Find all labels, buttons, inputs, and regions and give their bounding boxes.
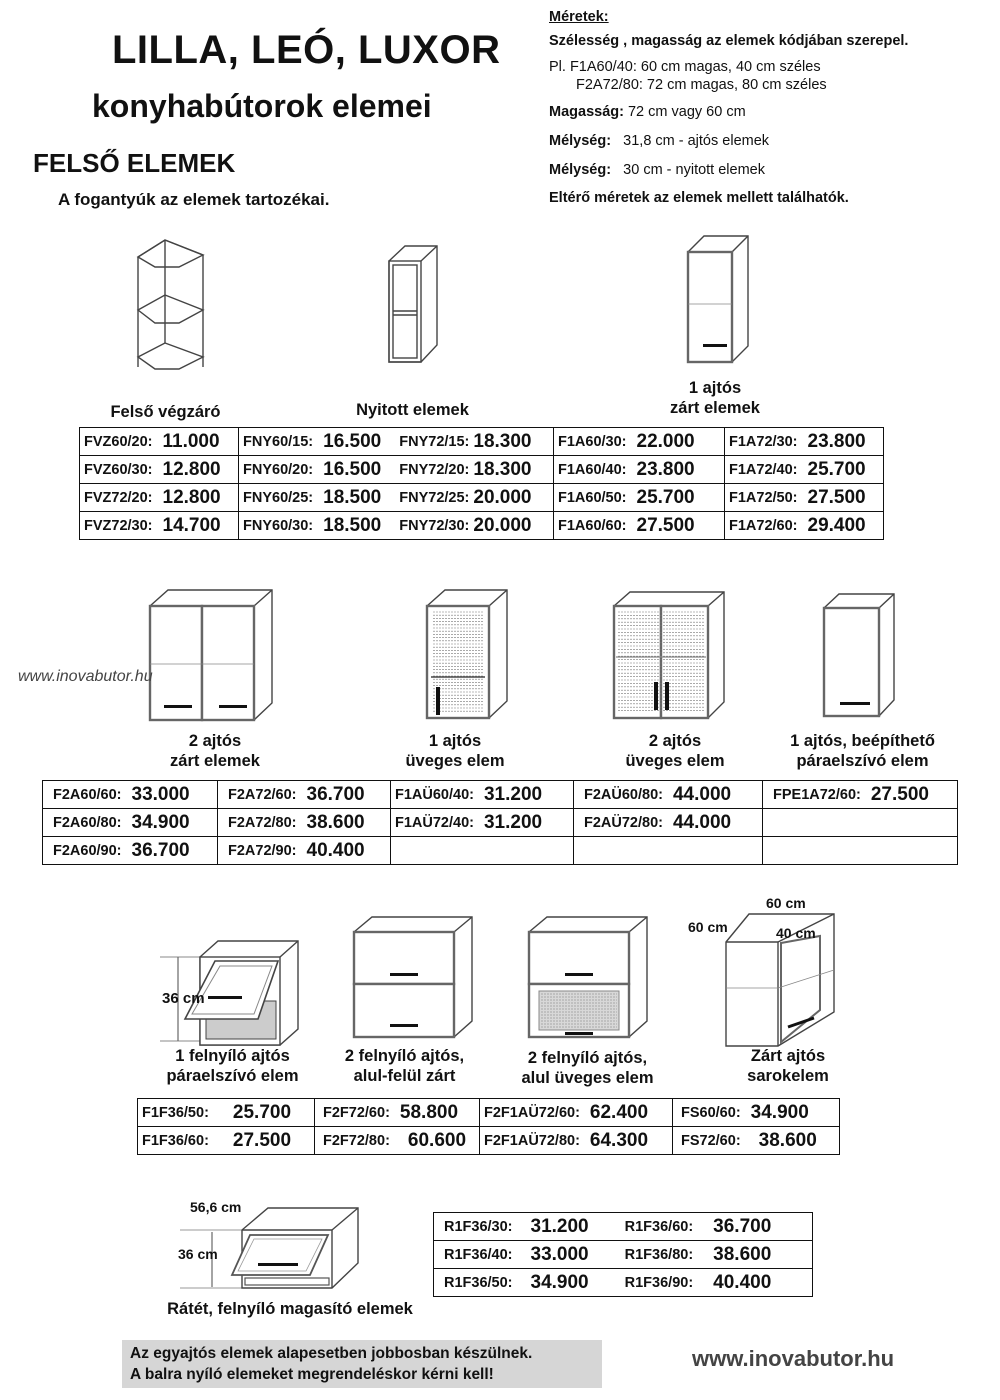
dimensions-info xyxy=(549,8,989,207)
item-price: 20.000 xyxy=(473,514,532,536)
height-value: 72 cm vagy 60 cm xyxy=(627,104,746,120)
item-code: F2F72/60: xyxy=(323,1104,390,1121)
caption-one-door xyxy=(650,378,780,418)
caption-line: páraelszívó elem xyxy=(166,1067,299,1085)
item-code: F2AÜ72/80: xyxy=(584,814,663,831)
item-price: 34.900 xyxy=(530,1271,589,1293)
item-price: 29.400 xyxy=(807,514,866,536)
caption-riser: Rátét, felnyíló magasító elemek xyxy=(167,1300,413,1318)
item-code: FS72/60: xyxy=(681,1132,741,1149)
item-price: 18.500 xyxy=(323,486,382,508)
item-code: F1AÜ72/40: xyxy=(395,814,474,831)
depth-doors: 31,8 cm - ajtós elemek xyxy=(623,133,770,149)
item-price: 18.300 xyxy=(473,430,532,452)
item-price: 16.500 xyxy=(323,430,382,452)
item-code: FVZ72/20: xyxy=(84,489,153,506)
item-code: F1AÜ60/40: xyxy=(395,786,474,803)
item-price: 44.000 xyxy=(672,783,732,805)
table-row xyxy=(138,1099,840,1127)
caption-line: Zárt ajtós xyxy=(750,1047,826,1065)
depth-label: Mélység: xyxy=(549,133,612,149)
one-door-cabinet-icon xyxy=(686,234,751,364)
corner-shelf-cabinet-icon xyxy=(135,235,215,375)
item-code: F1A72/50: xyxy=(729,489,798,506)
caption-corner xyxy=(718,1046,858,1086)
flip-height-label: 36 cm xyxy=(162,990,205,1007)
item-price: 40.400 xyxy=(306,839,365,861)
caption-flip2-glass xyxy=(505,1048,670,1088)
item-price: 27.500 xyxy=(636,514,695,536)
section-heading: FELSŐ ELEMEK xyxy=(33,148,236,178)
caption-flip1 xyxy=(155,1046,310,1086)
open-shelf-cabinet-icon xyxy=(388,245,448,375)
caption-line: alul üveges elem xyxy=(521,1069,654,1087)
item-code: R1F36/60: xyxy=(624,1218,694,1235)
item-price: 38.600 xyxy=(306,811,365,833)
item-price: 38.600 xyxy=(713,1243,772,1265)
item-code: F2A60/90: xyxy=(53,842,122,859)
riser-flip-cabinet-icon xyxy=(150,1195,365,1290)
item-code: F1A72/60: xyxy=(729,517,798,534)
height-label: Magasság: xyxy=(549,104,624,120)
item-code: F1A60/40: xyxy=(558,461,627,478)
table-row xyxy=(80,512,884,540)
caption-line: üveges elem xyxy=(625,752,725,770)
caption-line: alul-felül zárt xyxy=(353,1067,456,1085)
table-row xyxy=(80,484,884,512)
double-flip-cabinet-icon xyxy=(352,915,477,1040)
item-price: 64.300 xyxy=(589,1129,649,1151)
item-code: FPE1A72/60: xyxy=(773,786,861,803)
item-price: 60.600 xyxy=(407,1129,467,1151)
item-code: FNY72/30: xyxy=(399,517,470,534)
item-code: FNY60/20: xyxy=(243,461,314,478)
item-price: 62.400 xyxy=(589,1101,649,1123)
item-price: 25.700 xyxy=(636,486,695,508)
caption-one-glass xyxy=(390,731,520,771)
ordering-note xyxy=(122,1340,602,1388)
website-link[interactable]: www.inovabutor.hu xyxy=(692,1346,895,1371)
item-price: 34.900 xyxy=(131,811,190,833)
price-table-3 xyxy=(137,1098,840,1155)
caption-line: 1 felnyíló ajtós xyxy=(175,1047,290,1065)
item-code: FNY60/25: xyxy=(243,489,314,506)
item-price: 14.700 xyxy=(162,514,221,536)
item-price: 31.200 xyxy=(483,811,543,833)
dimensions-example2: F2A72/80: 72 cm magas, 80 cm széles xyxy=(576,77,827,93)
page-subtitle: konyhabútorok elemei xyxy=(92,88,432,124)
depth-label: Mélység: xyxy=(549,162,612,178)
two-door-glass-cabinet-icon xyxy=(612,590,727,720)
item-price: 33.000 xyxy=(131,783,190,805)
item-code: FS60/60: xyxy=(681,1104,741,1121)
item-price: 11.000 xyxy=(162,430,220,452)
hood-cabinet-icon xyxy=(822,592,897,722)
item-price: 12.800 xyxy=(162,458,221,480)
caption-line: 2 felnyíló ajtós, xyxy=(527,1049,648,1067)
caption-line: 2 ajtós xyxy=(188,732,242,750)
item-price: 18.300 xyxy=(473,458,532,480)
item-code: FNY72/15: xyxy=(399,433,470,450)
item-price: 58.800 xyxy=(399,1101,459,1123)
item-code: F1A72/40: xyxy=(729,461,798,478)
table-row xyxy=(43,809,958,837)
item-price: 27.500 xyxy=(232,1129,292,1151)
table-row xyxy=(434,1269,813,1297)
caption-line: sarokelem xyxy=(747,1067,829,1085)
table-row xyxy=(138,1127,840,1155)
table-row xyxy=(434,1241,813,1269)
caption-flip2 xyxy=(327,1046,482,1086)
item-code: F2A72/60: xyxy=(228,786,297,803)
item-code: F2A60/60: xyxy=(53,786,122,803)
dimensions-example1: Pl. F1A60/40: 60 cm magas, 40 cm széles xyxy=(549,59,821,75)
caption-line: 1 ajtós xyxy=(428,732,482,750)
item-price: 31.200 xyxy=(483,783,543,805)
item-price: 33.000 xyxy=(530,1243,589,1265)
item-code: F2F72/80: xyxy=(323,1132,390,1149)
handles-note: A fogantyúk az elemek tartozékai. xyxy=(58,190,330,209)
watermark: www.inovabutor.hu xyxy=(18,668,153,685)
caption-line: zárt elemek xyxy=(170,752,260,770)
caption-two-door xyxy=(140,731,290,771)
table-row xyxy=(43,837,958,865)
caption-line: zárt elemek xyxy=(670,399,760,417)
item-price: 18.500 xyxy=(323,514,382,536)
item-code: R1F36/90: xyxy=(624,1274,694,1291)
table-row xyxy=(43,781,958,809)
corner-dim-top: 60 cm xyxy=(766,895,806,911)
table-row xyxy=(434,1213,813,1241)
item-price: 25.700 xyxy=(232,1101,292,1123)
caption-line: 1 ajtós, beépíthető xyxy=(790,732,935,750)
ordering-note-line2: A balra nyíló elemeket megrendeléskor kérni kell! xyxy=(130,1366,494,1383)
item-code: F1A60/60: xyxy=(558,517,627,534)
caption-end-panels: Felső végzáró xyxy=(110,403,221,421)
dimensions-footer: Eltérő méretek az elemek mellett találhatók. xyxy=(549,190,849,206)
item-code: FVZ60/30: xyxy=(84,461,153,478)
item-price: 20.000 xyxy=(473,486,532,508)
price-table-4 xyxy=(433,1212,813,1297)
item-code: F1A60/50: xyxy=(558,489,627,506)
price-table-2 xyxy=(42,780,958,865)
item-code: F2A72/90: xyxy=(228,842,297,859)
riser-dim-height: 36 cm xyxy=(178,1246,218,1262)
item-code: R1F36/80: xyxy=(624,1246,694,1263)
item-code: FNY60/15: xyxy=(243,433,314,450)
page-title: LILLA, LEÓ, LUXOR xyxy=(112,28,501,72)
table-row xyxy=(80,428,884,456)
corner-dim-inner: 40 cm xyxy=(776,925,816,941)
item-price: 23.800 xyxy=(636,458,695,480)
item-code: F1A72/30: xyxy=(729,433,798,450)
item-code: FVZ60/20: xyxy=(84,433,153,450)
item-price: 27.500 xyxy=(807,486,866,508)
item-code: F2A72/80: xyxy=(228,814,297,831)
caption-line: páraelszívó elem xyxy=(796,752,929,770)
ordering-note-line1: Az egyajtós elemek alapesetben jobbosban készülnek. xyxy=(130,1345,533,1362)
table-row xyxy=(80,456,884,484)
item-code: FNY72/20: xyxy=(399,461,470,478)
caption-line: 1 ajtós xyxy=(688,379,742,397)
item-price: 34.900 xyxy=(750,1101,809,1123)
caption-open-elements: Nyitott elemek xyxy=(356,401,469,419)
item-code: FNY60/30: xyxy=(243,517,314,534)
item-code: F2A60/80: xyxy=(53,814,122,831)
double-flip-glass-cabinet-icon xyxy=(527,915,652,1040)
item-code: F2F1AÜ72/80: xyxy=(484,1132,580,1149)
item-price: 16.500 xyxy=(323,458,382,480)
item-code: R1F36/30: xyxy=(444,1218,513,1235)
item-code: FVZ72/30: xyxy=(84,517,153,534)
item-code: F1A60/30: xyxy=(558,433,627,450)
dimensions-line1: Szélesség , magasság az elemek kódjában szerepel. xyxy=(549,33,909,49)
caption-hood xyxy=(775,731,950,771)
depth-open: 30 cm - nyitott elemek xyxy=(623,162,765,178)
one-door-glass-cabinet-icon xyxy=(425,588,510,723)
item-code: F1F36/60: xyxy=(142,1132,209,1149)
item-price: 31.200 xyxy=(530,1215,589,1237)
item-price: 25.700 xyxy=(807,458,866,480)
item-code: FNY72/25: xyxy=(399,489,470,506)
item-code: F1F36/50: xyxy=(142,1104,209,1121)
item-price: 44.000 xyxy=(672,811,732,833)
two-door-cabinet-icon xyxy=(148,588,273,723)
caption-line: üveges elem xyxy=(405,752,505,770)
item-code: R1F36/40: xyxy=(444,1246,513,1263)
item-price: 23.800 xyxy=(807,430,866,452)
corner-dim-left: 60 cm xyxy=(688,919,728,935)
dimensions-heading: Méretek: xyxy=(549,9,609,25)
caption-two-glass xyxy=(605,731,745,771)
item-price: 12.800 xyxy=(162,486,221,508)
item-price: 40.400 xyxy=(713,1271,772,1293)
price-table-1 xyxy=(79,427,884,540)
caption-line: 2 ajtós xyxy=(648,732,702,750)
item-code: F2AÜ60/80: xyxy=(584,786,663,803)
item-price: 36.700 xyxy=(306,783,365,805)
item-code: R1F36/50: xyxy=(444,1274,513,1291)
item-price: 27.500 xyxy=(870,783,929,805)
caption-line: 2 felnyíló ajtós, xyxy=(344,1047,465,1065)
item-price: 38.600 xyxy=(758,1129,817,1151)
item-code: F2F1AÜ72/60: xyxy=(484,1104,580,1121)
item-price: 36.700 xyxy=(131,839,190,861)
item-price: 36.700 xyxy=(713,1215,772,1237)
riser-dim-width: 56,6 cm xyxy=(190,1199,242,1215)
item-price: 22.000 xyxy=(636,430,695,452)
